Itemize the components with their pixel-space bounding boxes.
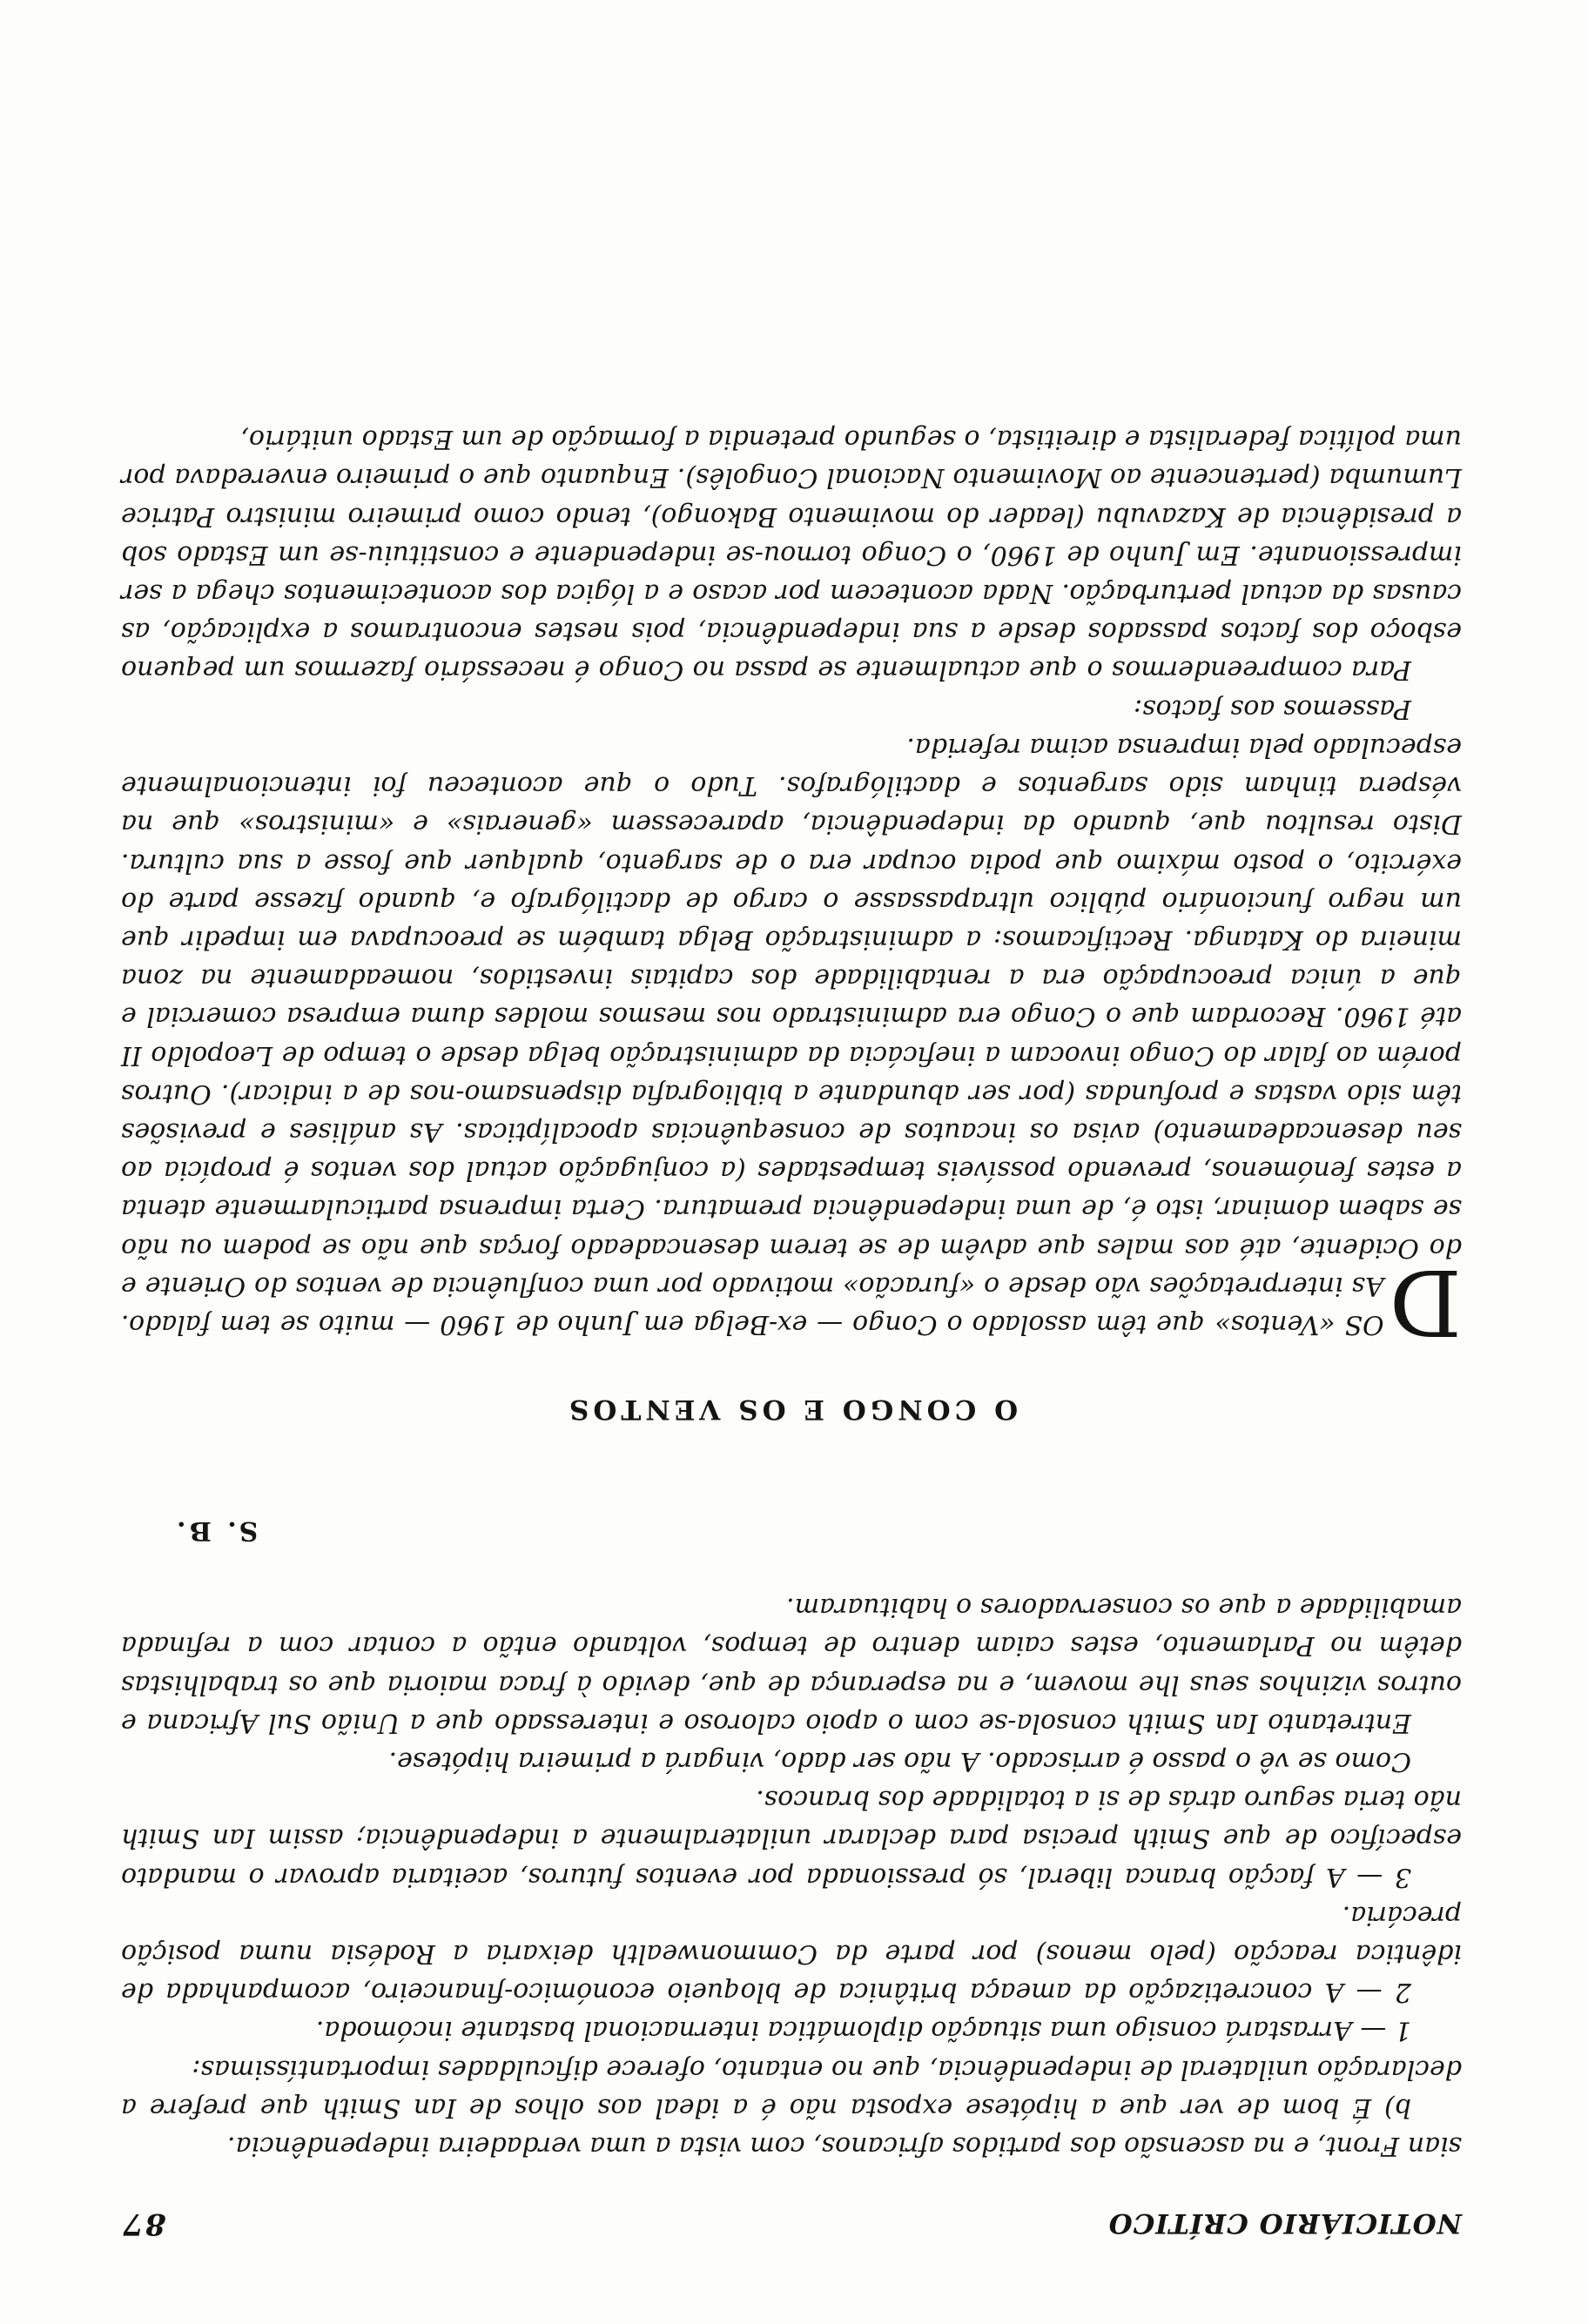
opening-paragraph-text: OS «Ventos» que têm assolado o Congo — ex-Belga em Junho de 1960 — muito se tem falado. As interpretações vão desde o «furacão» motivado por uma confluência de ventos do Oriente e do Ocidente, até aos males que advêm de se terem desencadeado forças que não se podem ou não se sabem dominar, isto é, de uma independência prematura. Certa imprensa particularmente atenta a estes fenómenos, prevendo possíveis tempestades (a conjugação actual dos ventos é propícia ao seu desencadeamento) avisa os incautos de consequências apocalípticas. As análises e previsões têm sido vastas e profundas (por ser abundante a bibliografia dispensamo-nos de a indicar). Outros porém ao falar do Congo invocam a ineficácia da administração belga desde o tempo de Leopoldo II até 1960. Recordam que o Congo era administrado nos mesmos moldes duma empresa comercial e que a única preocupação era a rentabilidade dos capitais investidos, nomeadamente na zona mineira do Katanga. Rectificamos: a administração Belga também se preocupava em impedir que um negro funcionário público ultrapassasse o cargo de dactilógrafo e, quando fizesse parte do exército, o posto máximo que podia ocupar era o de sargento, qualquer que fosse a sua cultura. Disto resultou que, quando da independência, aparecessem «generais» e «ministros» que na véspera tinham sido sargentos e dactilógrafos. Tudo o que aconteceu foi intencionalmente especulado pela imprensa acima referida. <box>121 731 1462 1340</box>
running-title: NOTICIÁRIO CRÍTICO <box>1107 2207 1462 2239</box>
congo-article <box>121 420 1462 1425</box>
list-item-3: 3 — A facção branca liberal, só pressionada por eventos futuros, aceitaria aprovar o mandato específico de que Smith precisa para declarar unilateralmente a independência; assim Ian Smith não teria seguro atrás de si a totalidade dos brancos. <box>121 1784 1462 1892</box>
page-sheet <box>121 83 1462 2241</box>
paragraph: b) É bom de ver que a hipótese exposta não é a ideal aos olhos de Ian Smith que prefere a declaração unilateral de independência, que no entanto, oferece dificuldades importantíssimas: <box>121 2053 1462 2123</box>
paragraph: sian Front, e na ascensão dos partidos africanos, com vista a uma verdadeira independência. <box>227 2131 1462 2161</box>
paragraph: Como se vê o passo é arriscado. A não ser dado, vingará a primeira hipótese. <box>388 1745 1411 1777</box>
drop-cap: D <box>1389 1248 1462 1355</box>
page-header <box>121 2206 1462 2241</box>
paragraph: Para compreendermos o que actualmente se passa no Congo é necessário fazermos um pequeno esboço dos factos passados desde a sua independência, pois nestes encontramos a explicação, as causas da actual perturbação. Nada acontecem por acaso e a lógica dos acontecimentos chega a ser impressionante. Em Junho de 1960, o Congo tornou-se independente e constituiu-se um Estado sob a presidência de Kazavubu (leader do movimento Bakongo), tendo como primeiro ministro Patrice Lumumba (pertencente ao Movimento Nacional Congolês). Enquanto que o primeiro enveredava por uma política federalista e direitista, o segundo pretendia a formação de um Estado unitário, <box>121 424 1462 686</box>
page-number: 87 <box>121 2206 166 2241</box>
rhodesia-article-continuation <box>121 1515 1462 2165</box>
paragraph: Passemos aos factos: <box>1134 693 1411 724</box>
article-title: O CONGO E OS VENTOS <box>564 1393 1019 1425</box>
list-item-1: 1 — Arrastará consigo uma situação diplomática internacional bastante incómoda. <box>315 2015 1411 2046</box>
list-item-2: 2 — A concretização da ameaça britânica de bloqueio económico-financeiro, acompanhada de idêntica reacção (pelo menos) por parte da Commonwealth deixaria a Rodésia numa posição precária. <box>121 1899 1462 2008</box>
opening-paragraph <box>121 728 1462 1355</box>
paragraph: Entretanto Ian Smith consola-se com o apoio caloroso e interessado que a União Sul Africana e outros vizinhos seus lhe movem, e na esperança de que, devido à fraca maioria que os trabalhistas detêm no Parlamento, estes caiam dentro de tempos, voltando então a contar com a refinada amabilidade a que os conservadores o habituaram. <box>121 1592 1462 1738</box>
author-signature: S. B. <box>173 1515 259 1546</box>
